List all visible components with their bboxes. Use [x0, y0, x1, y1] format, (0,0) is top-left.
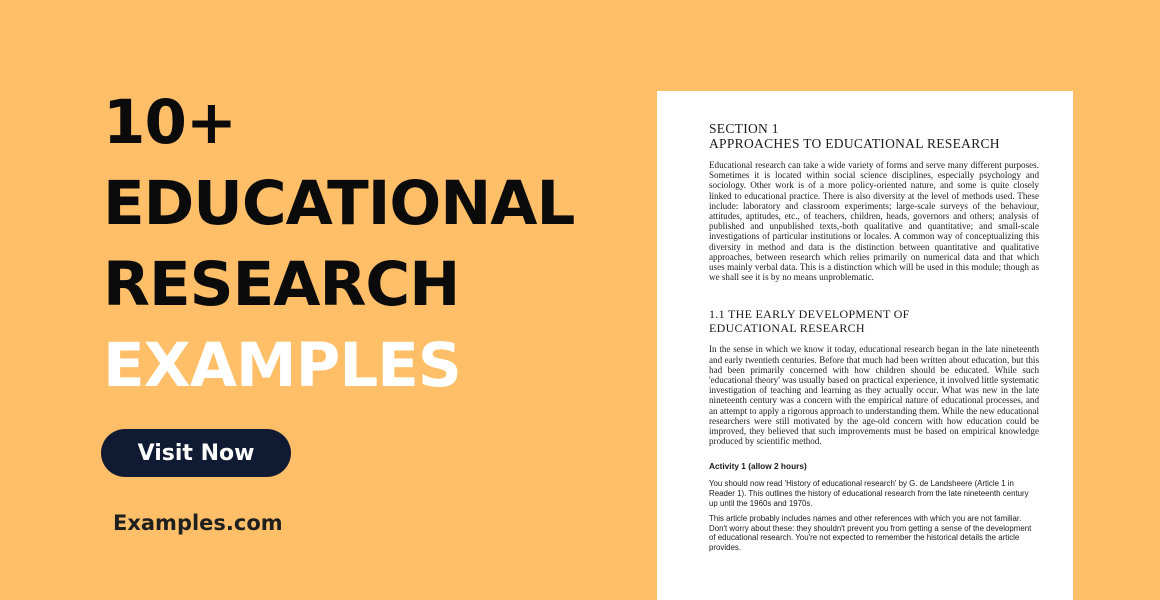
activity-paragraph-2: This article probably includes names and other references with which you are not familiar. Don't worry about these: they shouldn't prevent you from getting a sense of the development of educational research. You're not expected to remember the historical details the article provides.: [709, 514, 1032, 553]
document-section-label: SECTION 1: [709, 121, 779, 136]
document-subsection-heading: [709, 308, 1039, 335]
document-section-title: APPROACHES TO EDUCATIONAL RESEARCH: [709, 136, 1000, 151]
activity-paragraph-1: You should now read 'History of educational research' by G. de Landsheere (Article 1 in Reader 1). This outlines the history of educational research from the late nineteenth century up until the 1960s and 1970s.: [709, 479, 1029, 508]
headline: [103, 82, 574, 406]
headline-line-count: 10+: [103, 87, 236, 158]
headline-line-research: RESEARCH: [103, 249, 460, 320]
visit-now-button[interactable]: Visit Now: [101, 429, 291, 477]
document-intro-paragraph: Educational research can take a wide variety of forms and serve many different purposes. Sometimes it is located within social science disciplines, especially psychology and sociology. Other work is of a more policy-oriented nature, and some is quite closely linked to educational practice. There is also diversity at the level of methods used. These include: laboratory and classroom experiments; large-scale surveys of the behaviour, attitudes, aptitudes, etc., of teachers, children, heads, governors and others; analysis of published and unpublished texts,-both qualitative and quantitative; and small-scale investigations of particular institutions or locales. A common way of conceptualizing this diversity in method and data is the distinction between quantitative and qualitative approaches, between research which relies primarily on numerical data and that which uses mainly verbal data. This is a distinction which will be used in this module; though as we shall see it is by no means unproblematic.: [709, 160, 1039, 283]
document-subsection-heading-line2: EDUCATIONAL RESEARCH: [709, 320, 865, 335]
document-section-heading: [709, 121, 1039, 151]
document-preview: [657, 91, 1073, 600]
document-activity: [709, 461, 1039, 552]
document-subsection: [709, 308, 1039, 446]
headline-line-examples: EXAMPLES: [103, 330, 461, 401]
activity-title: Activity 1 (allow 2 hours): [709, 461, 807, 472]
brand-name: Examples.com: [113, 511, 283, 535]
headline-line-educational: EDUCATIONAL: [103, 168, 575, 239]
document-subsection-paragraph: In the sense in which we know it today, educational research began in the late nineteenth and early twentieth centuries. Before that much had been written about education, but this had been primarily concerned with how children should be educated. While such 'educational theory' was usually based on practical experience, it involved little systematic investigation of teaching and learning as they actually occur. What was new in the late nineteenth century was a concern with the empirical nature of educational processes, and an attempt to apply a rigorous approach to understanding them. While the new educational researchers were still motivated by the age-old concern with how education could be improved, they believed that such improvements must be based on empirical knowledge produced by scientific method.: [709, 344, 1039, 447]
document-subsection-heading-line1: 1.1 THE EARLY DEVELOPMENT OF: [709, 307, 910, 322]
